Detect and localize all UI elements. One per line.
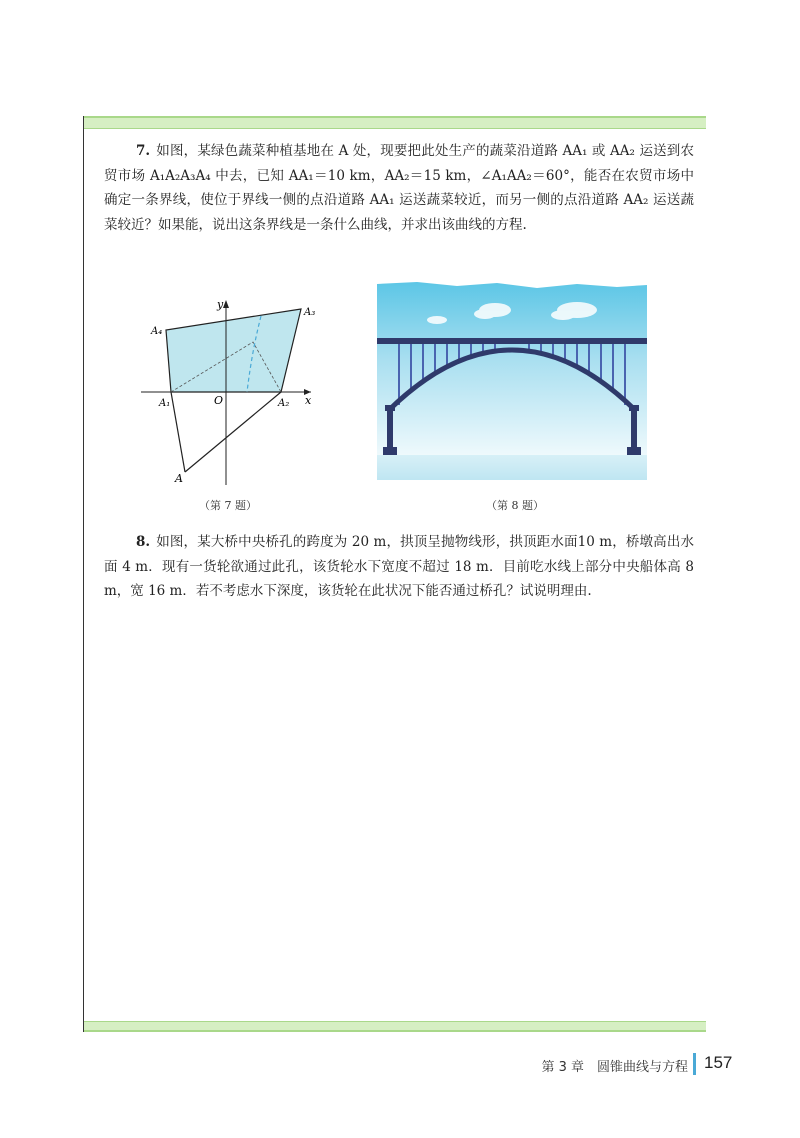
label-A2: A₂ bbox=[278, 398, 290, 409]
label-origin: O bbox=[214, 394, 224, 407]
top-band bbox=[84, 116, 706, 129]
sky bbox=[377, 282, 647, 455]
label-A: A bbox=[175, 472, 183, 485]
bridge-deck bbox=[377, 338, 647, 344]
label-x: x bbox=[305, 394, 312, 407]
label-A3: A₃ bbox=[304, 307, 316, 318]
market-quadrilateral bbox=[166, 309, 301, 392]
problem-7-text: 如图，某绿色蔬菜种植基地在 A 处，现要把此处生产的蔬菜沿道路 AA₁ 或 AA₂ 运送到农贸市场 A₁A₂A₃A₄ 中去，已知 AA₁＝10 km，AA₂＝15 km，∠A₁AA₂＝60°，能否在农贸市场中确定一条界线，使位于界线一侧的点沿道路 AA₁ 运送蔬菜较近，而另一侧的点沿道路 AA₂ 运送蔬菜较近？如果能，说出这条界线是一条什么曲线，并求出该曲线的方程. bbox=[104, 143, 694, 233]
figure-8-caption: （第 8 题） bbox=[486, 499, 544, 512]
problem-8-number: 8. bbox=[136, 534, 151, 550]
page-footer bbox=[0, 1053, 800, 1077]
label-A1: A₁ bbox=[159, 398, 171, 409]
label-y: y bbox=[217, 298, 224, 311]
water bbox=[377, 455, 647, 480]
road-AA2 bbox=[185, 392, 281, 472]
problem-7 bbox=[104, 139, 694, 237]
problem-7-number: 7. bbox=[136, 143, 151, 159]
figure-7-caption: （第 7 题） bbox=[199, 499, 257, 512]
figure-7-diagram bbox=[133, 290, 323, 490]
y-axis-arrow bbox=[223, 300, 229, 308]
label-A4: A₄ bbox=[151, 326, 163, 337]
bottom-band bbox=[84, 1021, 706, 1032]
footer-accent-bar bbox=[693, 1053, 696, 1075]
page-number: 157 bbox=[704, 1053, 733, 1072]
chapter-title: 第 3 章 圆锥曲线与方程 bbox=[541, 1060, 688, 1075]
figure-8-bridge bbox=[377, 280, 647, 480]
problem-8 bbox=[104, 530, 694, 604]
problem-8-text: 如图，某大桥中央桥孔的跨度为 20 m，拱顶呈抛物线形，拱顶距水面10 m，桥墩高出水面 4 m．现有一货轮欲通过此孔，该货轮水下宽度不超过 18 m．目前吃水线上部分中央船体高 8 m，宽 16 m．若不考虑水下深度，该货轮在此状况下能否通过桥孔？试说明理由. bbox=[104, 534, 694, 599]
road-AA1 bbox=[171, 392, 185, 472]
